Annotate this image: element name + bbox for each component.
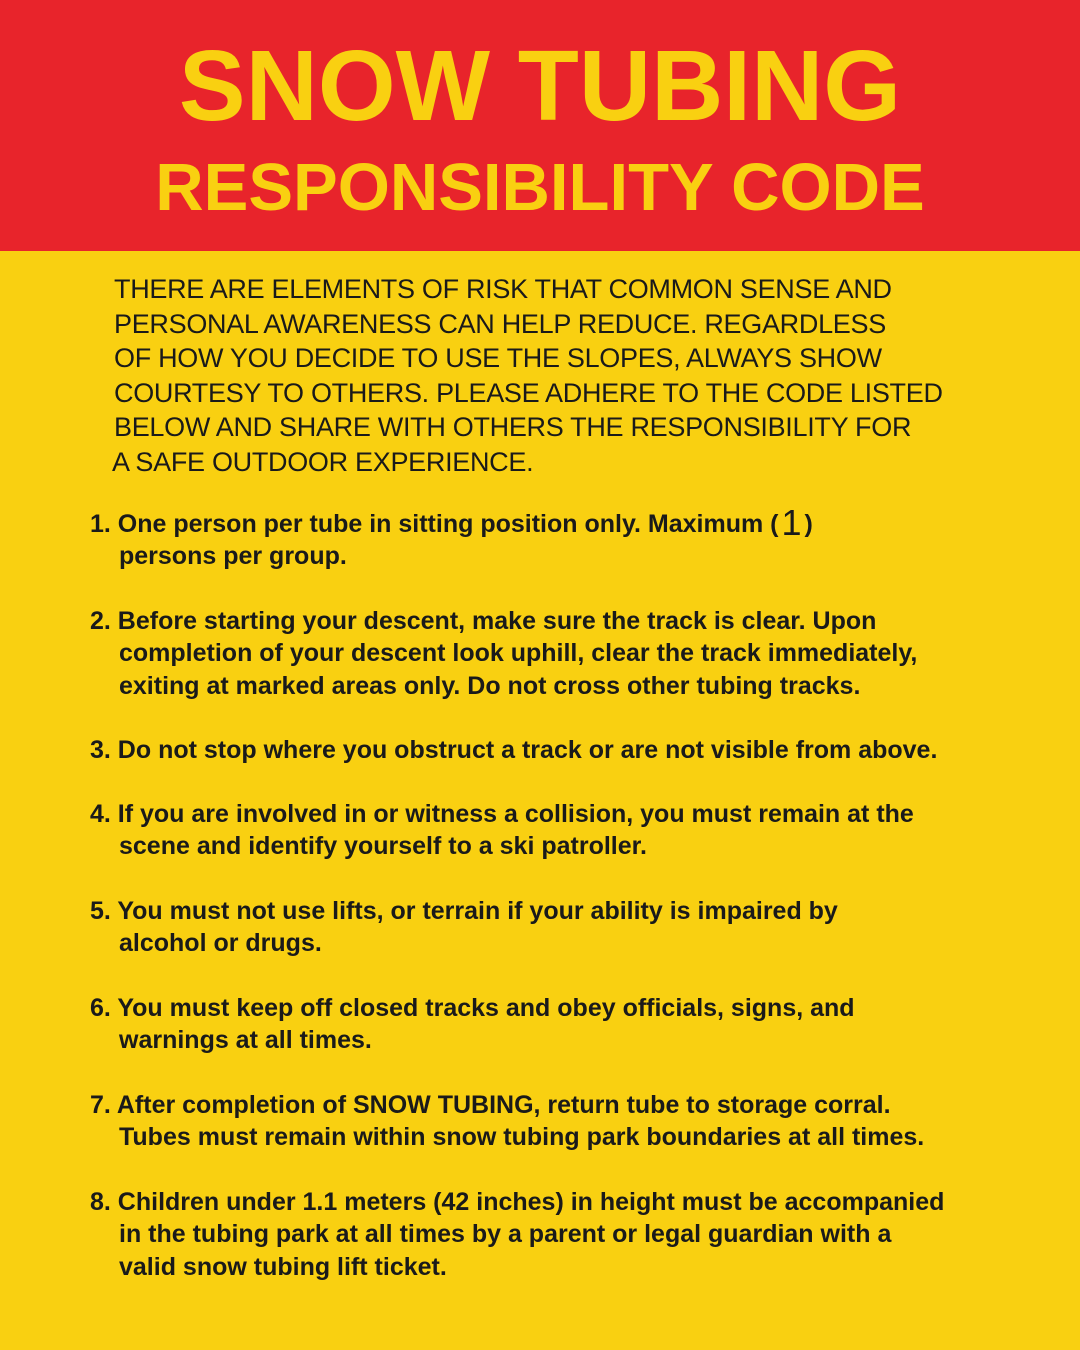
rule-line: 5. You must not use lifts, or terrain if your ability is impaired by <box>90 897 838 925</box>
rule-line: completion of your descent look uphill, clear the track immediately, <box>119 639 918 668</box>
rule-line: 3. Do not stop where you obstruct a track or are not visible from above. <box>90 736 938 764</box>
rule-line: 4. If you are involved in or witness a collision, you must remain at the <box>90 800 914 828</box>
rule-item-6 <box>90 992 1050 1057</box>
rule-item-2 <box>90 605 1050 702</box>
rule-line: alcohol or drugs. <box>119 929 322 958</box>
rule-line: 2. Before starting your descent, make sure the track is clear. Upon <box>90 607 877 635</box>
intro-line: OF HOW YOU DECIDE TO USE THE SLOPES, ALWAYS SHOW <box>114 343 882 373</box>
rule-line: scene and identify yourself to a ski patroller. <box>119 832 647 861</box>
rule-line: 8. Children under 1.1 meters (42 inches) in height must be accompanied <box>90 1188 945 1216</box>
page-title: SNOW TUBING <box>178 30 902 142</box>
header-banner <box>0 0 1080 251</box>
rule-item-1 <box>90 502 1050 573</box>
intro-line: COURTESY TO OTHERS. PLEASE ADHERE TO THE CODE LISTED <box>114 377 943 408</box>
rule-text: 1. One person per tube in sitting position only. Maximum ( <box>90 510 779 538</box>
rule-line: 7. After completion of SNOW TUBING, return tube to storage corral. <box>90 1091 891 1119</box>
intro-line: THERE ARE ELEMENTS OF RISK THAT COMMON SENSE AND <box>114 274 892 304</box>
rule-line: Tubes must remain within snow tubing park boundaries at all times. <box>119 1123 925 1152</box>
intro-paragraph <box>114 272 1014 479</box>
intro-line: BELOW AND SHARE WITH OTHERS THE RESPONSIBILITY FOR <box>114 412 912 442</box>
max-persons-value: 1 <box>781 502 802 543</box>
rule-item-4 <box>90 798 1050 863</box>
intro-line: PERSONAL AWARENESS CAN HELP REDUCE. REGARDLESS <box>114 308 886 339</box>
rule-item-5 <box>90 895 1050 960</box>
rule-line: valid snow tubing lift ticket. <box>119 1252 447 1281</box>
rule-line: persons per group. <box>119 542 347 571</box>
rule-line: in the tubing park at all times by a parent or legal guardian with a <box>119 1220 892 1249</box>
rule-line: exiting at marked areas only. Do not cross other tubing tracks. <box>119 671 861 700</box>
rule-text: ) <box>804 510 813 538</box>
rule-line: warnings at all times. <box>119 1026 372 1055</box>
rule-line <box>90 502 1050 543</box>
rule-item-7 <box>90 1089 1050 1154</box>
intro-line: A SAFE OUTDOOR EXPERIENCE. <box>112 446 534 477</box>
rule-item-3 <box>90 734 1050 766</box>
page-subtitle: RESPONSIBILITY CODE <box>155 150 925 225</box>
rule-line: 6. You must keep off closed tracks and obey officials, signs, and <box>90 994 855 1022</box>
rule-item-8 <box>90 1186 1050 1283</box>
